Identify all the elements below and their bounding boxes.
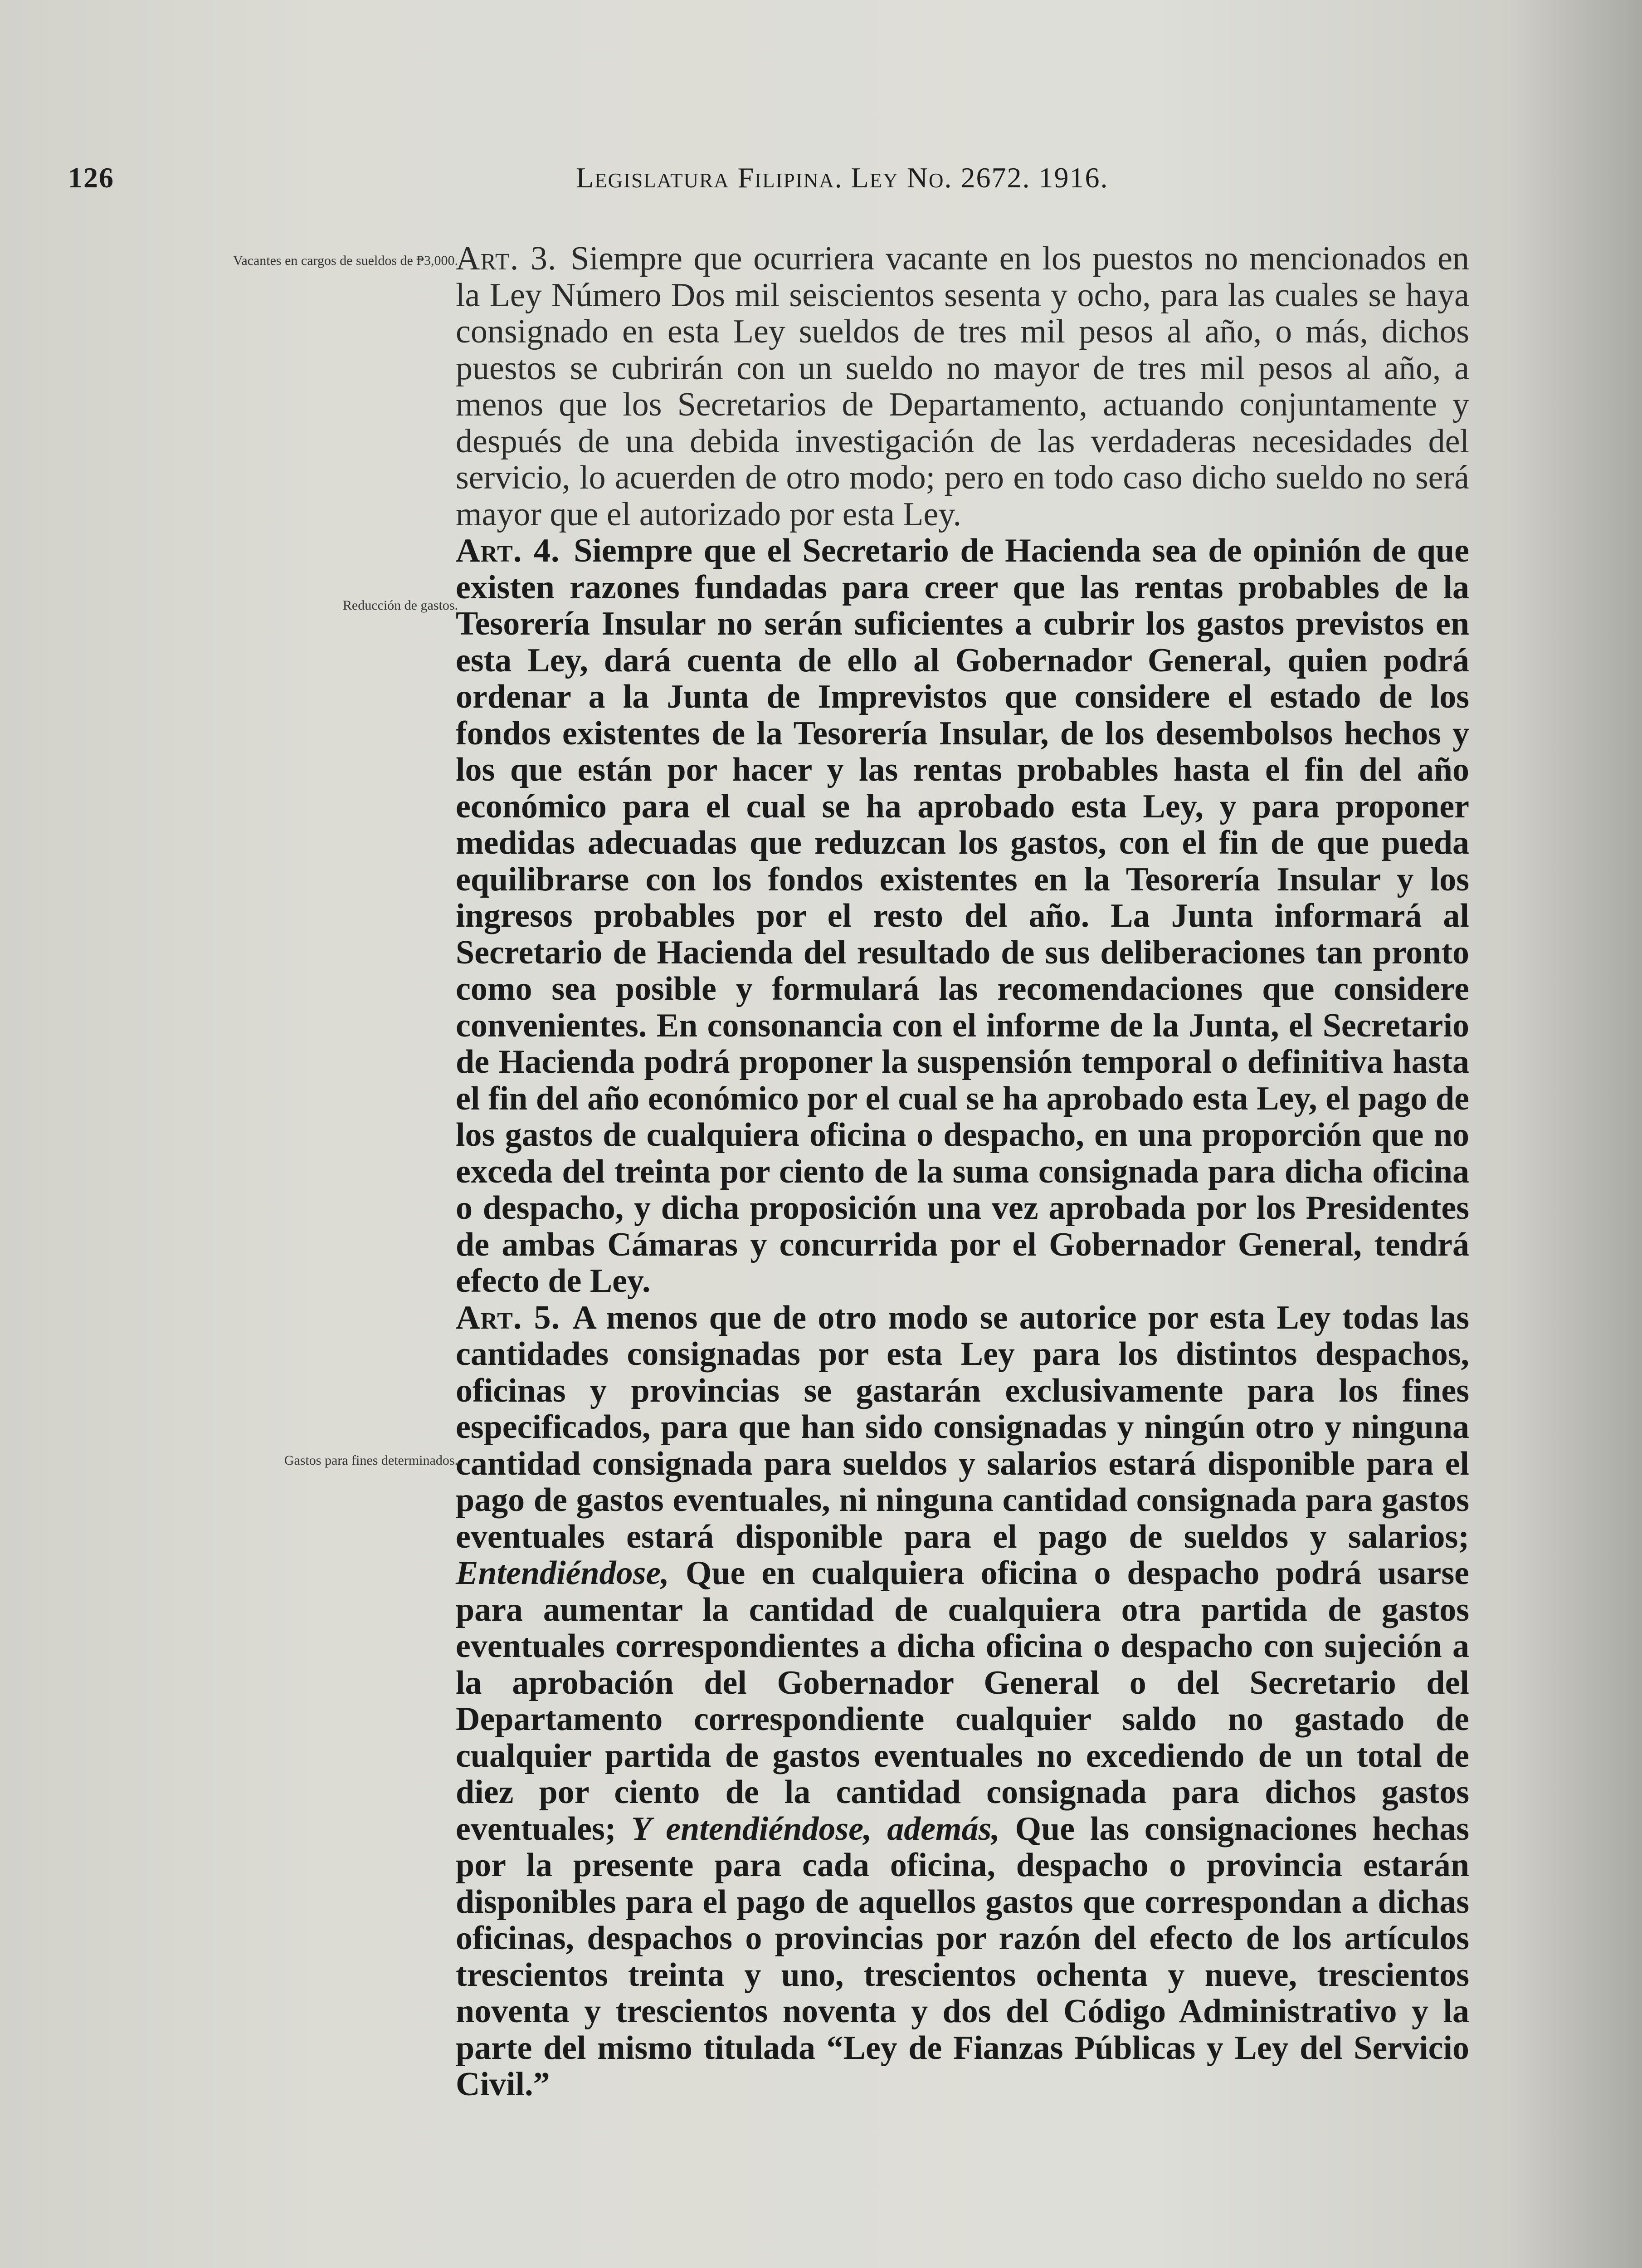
article-5-text-1: A menos que de otro modo se autorice por esta Ley todas las cantidades consignadas por esta Ley para los distintos despachos, oficinas y provincias se gastarán exclusivamente para los fines especificados, para que han sido consignadas y ningún otro y ninguna cantidad consignada para sueldos y salarios estará disponible para el pago de gastos eventuales, ni ninguna cantidad consignada para gastos eventuales estará disponible para el pago de sueldos y salarios; xyxy=(456,1299,1469,1555)
article-3-text: Siempre que ocurriera vacante en los puestos no mencionados en la Ley Número Dos mil seiscientos sesenta y ocho, para las cuales se haya consignado en esta Ley sueldos de tres mil pesos al año, o más, dichos puestos se cubrirán con un sueldo no mayor de tres mil pesos al año, a menos que los Secretarios de Departamento, actuando conjuntamente y después de una debida investigación de las verdaderas necesidades del servicio, lo acuerden de otro modo; pero en todo caso dicho sueldo no será mayor que el autorizado por esta Ley. xyxy=(456,240,1470,533)
article-3-label: Art. 3. xyxy=(456,240,557,277)
page-header xyxy=(68,161,1410,215)
body-text xyxy=(456,240,1469,2103)
article-5 xyxy=(456,1300,1469,2103)
article-5-label: Art. 5. xyxy=(456,1299,560,1336)
article-4-text: Siempre que el Secretario de Hacienda sea de opinión de que existen razones fundadas para creer que las rentas probables de la Tesorería Insular no serán suficientes a cubrir los gastos previstos en esta Ley, dará cuenta de ello al Gobernador General, quien podrá ordenar a la Junta de Imprevistos que considere el estado de los fondos existentes de la Tesorería Insular, de los desembolsos hechos y los que están por hacer y las rentas probables hasta el fin del año económico para el cual se ha aprobado esta Ley, y para proponer medidas adecuadas que reduzcan los gastos, con el fin de que pueda equilibrarse con los fondos existentes en la Tesorería Insular y los ingresos probables por el resto del año. La Junta informará al Secretario de Hacienda del resultado de sus deliberaciones tan pronto como sea posible y formulará las recomendaciones que considere convenientes. En consonancia con el informe de la Junta, el Secretario de Hacienda podrá proponer la suspensión temporal o definitiva hasta el fin del año económico por el cual se ha aprobado esta Ley, el pago de los gastos de cualquiera oficina o despacho, en una proporción que no exceda del treinta por ciento de la suma consignada para dicha oficina o despacho, y dicha proposición una vez aprobada por los Presidentes de ambas Cámaras y concurrida por el Gobernador General, tendrá efecto de Ley. xyxy=(456,532,1470,1300)
article-5-text-2: Que en cualquiera oficina o despacho podrá usarse para aumentar la cantidad de cualquiera otra partida de gastos eventuales correspondientes a dicha oficina o despacho con sujeción a la aprobación del Gobernador General o del Secretario del Departamento correspondiente cualquier saldo no gastado de cualquier partida de gastos eventuales no excediendo de un total de diez por ciento de la cantidad consignada para dichos gastos eventuales; xyxy=(456,1554,1469,1848)
article-4 xyxy=(456,533,1469,1300)
article-5-proviso-2: Y entendiéndose, además, xyxy=(631,1810,1000,1848)
article-5-proviso-1: Entendiéndose, xyxy=(456,1554,669,1592)
page-number: 126 xyxy=(68,161,114,194)
margin-note-art3: Vacantes en cargos de sueldos de ₱3,000. xyxy=(233,253,458,268)
margin-note-art4: Reducción de gastos. xyxy=(342,598,458,613)
article-5-text-3: Que las consignaciones hechas por la presente para cada oficina, despacho o provincia estarán disponibles para el pago de aquellos gastos que correspondan a dichas oficinas, despachos o provincias por razón del efecto de los artículos trescientos treinta y uno, trescientos ochenta y nueve, trescientos noventa y trescientos noventa y dos del Código Administrativo y la parte del mismo titulada “Ley de Fianzas Públicas y Ley del Servicio Civil.” xyxy=(456,1810,1470,2103)
margin-note-art5: Gastos para fines determinados. xyxy=(284,1453,458,1468)
article-4-label: Art. 4. xyxy=(456,532,560,569)
running-head: Legislatura Filipina. Ley No. 2672. 1916. xyxy=(576,161,1109,194)
article-3 xyxy=(456,240,1469,533)
